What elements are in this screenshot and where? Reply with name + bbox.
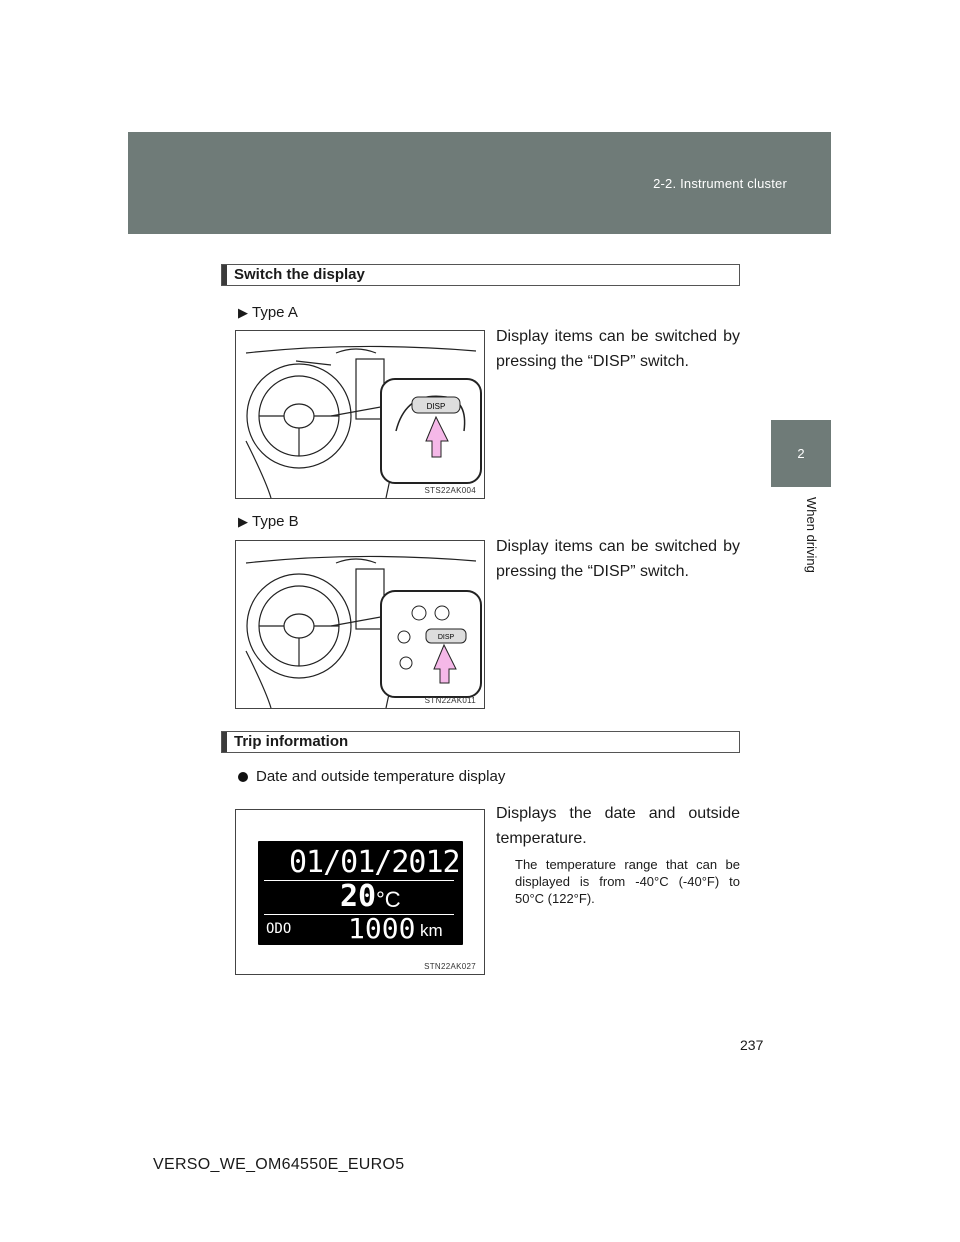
figure-type-a bbox=[235, 330, 485, 499]
section-title: 2-2. Instrument cluster bbox=[653, 176, 787, 191]
display-date: 01/01/2012 bbox=[289, 845, 460, 880]
header-bar bbox=[128, 132, 831, 234]
steering-wheel-illustration-b bbox=[236, 541, 484, 708]
figure-type-b bbox=[235, 540, 485, 709]
display-distance: 1000 bbox=[348, 912, 416, 945]
temperature-note: The temperature range that can be displayed is from -40°C (-40°F) to 50°C (122°F). bbox=[515, 857, 740, 906]
figure-display bbox=[235, 809, 485, 975]
bullet-icon bbox=[238, 772, 248, 782]
figure-code: STS22AK004 bbox=[424, 486, 476, 495]
display-temperature-unit: °C bbox=[376, 887, 401, 912]
heading-text: Switch the display bbox=[234, 266, 365, 283]
type-b-description: Display items can be switched by pressing the “DISP” switch. bbox=[496, 538, 740, 580]
bullet-text: Date and outside temperature display bbox=[256, 768, 506, 785]
triangle-icon: ▶ bbox=[238, 514, 248, 529]
type-a-text: Type A bbox=[252, 304, 298, 321]
trip-description: Displays the date and outside temperature. bbox=[496, 805, 740, 847]
heading-bar bbox=[222, 265, 227, 285]
type-b-text: Type B bbox=[252, 513, 299, 530]
chapter-label: When driving bbox=[804, 497, 819, 573]
display-temperature: 20 bbox=[340, 879, 377, 914]
bullet-item bbox=[238, 768, 505, 785]
type-a-label bbox=[238, 304, 298, 321]
heading-bar bbox=[222, 732, 227, 752]
figure-code: STN22AK011 bbox=[424, 696, 476, 705]
page-number: 237 bbox=[740, 1037, 764, 1053]
footer-document-code: VERSO_WE_OM64550E_EURO5 bbox=[153, 1156, 405, 1173]
disp-button-label: DISP bbox=[426, 402, 446, 411]
triangle-icon: ▶ bbox=[238, 305, 248, 320]
display-odo-label: ODO bbox=[266, 921, 292, 937]
display-distance-unit: km bbox=[420, 921, 443, 940]
figure-code: STN22AK027 bbox=[424, 962, 476, 971]
steering-wheel-illustration-a bbox=[236, 331, 484, 498]
type-b-label bbox=[238, 513, 299, 530]
chapter-tab bbox=[771, 420, 831, 487]
heading-trip-information bbox=[221, 731, 740, 753]
disp-button-label: DISP bbox=[437, 634, 455, 641]
chapter-number: 2 bbox=[797, 446, 805, 461]
heading-text: Trip information bbox=[234, 733, 349, 750]
heading-switch-display bbox=[221, 264, 740, 286]
multi-information-display bbox=[258, 841, 463, 945]
type-a-description: Display items can be switched by pressing the “DISP” switch. bbox=[496, 328, 740, 370]
